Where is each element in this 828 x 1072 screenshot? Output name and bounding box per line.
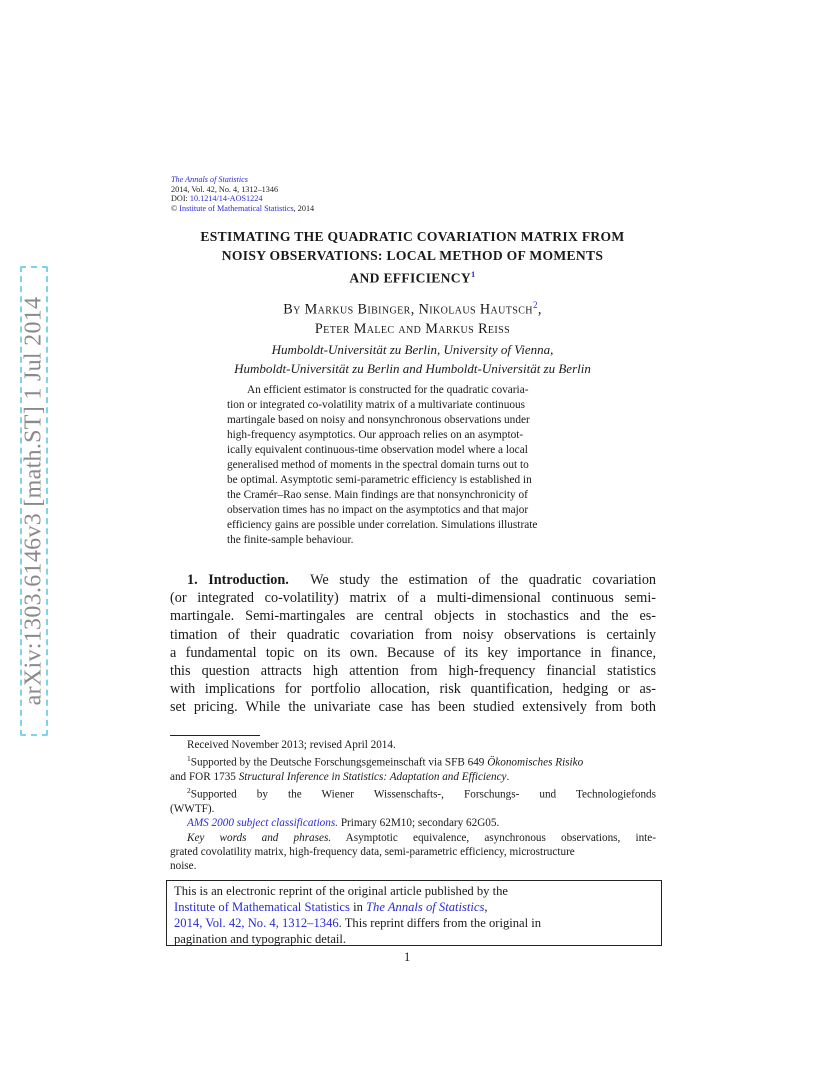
title-line-3: AND EFFICIENCY: [349, 270, 472, 286]
title-line-1: ESTIMATING THE QUADRATIC COVARIATION MATRIX FROM: [200, 229, 625, 244]
keywords-line-1: [170, 831, 656, 845]
abstract-line: ically equivalent continuous-time observation model where a local: [227, 444, 528, 456]
paper-title: [160, 228, 665, 288]
ams-classification-text: Primary 62M10; secondary 62G05.: [338, 817, 500, 830]
title-line-2: NOISY OBSERVATIONS: LOCAL METHOD OF MOMENTS: [221, 247, 604, 263]
footnote-1-italic-2: Structural Inference in Statistics: Adaptation and Efficiency: [238, 771, 507, 784]
copyright-year: , 2014: [293, 203, 315, 213]
intro-line: a fundamental topic on its own. Because of its key importance in finance,: [170, 644, 656, 661]
title-footnote-mark[interactable]: 1: [471, 269, 476, 280]
footnotes: [170, 738, 656, 873]
reprint-line-4: pagination and typographic detail.: [174, 932, 347, 946]
footnote-1-period: .: [506, 771, 510, 784]
abstract-line: tion or integrated co-volatility matrix of a multivariate continuous: [227, 399, 526, 411]
intro-line: with implications for portfolio allocation, risk quantification, hedging or as-: [170, 681, 656, 698]
abstract-line: observation times has no impact on the asymptotics and that major: [227, 504, 529, 516]
section-heading: 1. Introduction.: [187, 572, 289, 588]
intro-line: timation of their quadratic covariation from noisy observations is certainly: [170, 626, 656, 643]
reprint-comma: ,: [484, 900, 488, 914]
keywords-text: Asymptotic equivalence, asynchronous observations, inte-: [331, 831, 656, 844]
doi-link[interactable]: 10.1214/14-AOS1224: [189, 194, 263, 204]
affiliations: [160, 341, 665, 378]
reprint-in: in: [349, 900, 367, 914]
footnote-2-line-2: (WWTF).: [170, 803, 215, 816]
keywords-line-3: noise.: [170, 860, 197, 873]
reprint-line-3: [174, 915, 654, 931]
volume-line: 2014, Vol. 42, No. 4, 1312–1346: [171, 184, 279, 194]
authors-line-2: Peter Malec and Markus Reiss: [314, 321, 511, 338]
introduction-section: [170, 571, 656, 717]
intro-line: martingale. Semi-martingales are central objects in stochastics and the es-: [170, 608, 656, 625]
abstract-line: be optimal. Asymptotic semi-parametric efficiency is established in: [227, 474, 532, 486]
page-number: 1: [404, 950, 411, 964]
intro-line: (or integrated co-volatility) matrix of a multi-dimensional continuous semi-: [170, 590, 656, 607]
reprint-notice: [166, 880, 662, 946]
footnote-1-text: Supported by the Deutsche Forschungsgemeinschaft via SFB 649: [190, 756, 488, 769]
ams-classification-link[interactable]: AMS 2000 subject classifications.: [187, 817, 339, 830]
abstract-line: high-frequency asymptotics. Our approach relies on an asymptot-: [227, 429, 524, 441]
footnote-2-mark: 2: [187, 786, 191, 796]
affiliations-line-1: Humboldt-Universität zu Berlin, University of Vienna,: [271, 342, 554, 357]
reprint-line-3-text: . This reprint differs from the original in: [338, 916, 542, 930]
footnote-1-mark: 1: [187, 754, 191, 764]
abstract-line: An efficient estimator is constructed for the quadratic covaria-: [247, 384, 529, 396]
intro-line: this question attracts high attention from high-frequency financial statistics: [170, 663, 656, 680]
doi-label: DOI:: [171, 194, 190, 204]
abstract: [227, 383, 601, 548]
intro-line: set pricing. While the univariate case has been studied extensively from both: [170, 699, 656, 716]
received-note: Received November 2013; revised April 2014.: [187, 739, 396, 751]
reprint-line-1: This is an electronic reprint of the original article published by the: [174, 884, 508, 898]
footnote-1-italic: Ökonomisches Risiko: [487, 756, 584, 769]
footnote-1-line-2: [170, 770, 656, 784]
abstract-line: generalised method of moments in the spectral domain turns out to: [227, 459, 529, 471]
copyright-org-link[interactable]: Institute of Mathematical Statistics: [179, 203, 294, 213]
footnote-rule: [170, 735, 260, 736]
footnote-2-line-1: [170, 784, 656, 802]
abstract-line: martingale based on noisy and nonsynchronous observations under: [227, 414, 530, 426]
keywords-label: Key words and phrases.: [187, 831, 332, 844]
footnote-1-line-1: [170, 752, 656, 770]
keywords-line-2: grated covolatility matrix, high-frequency data, semi-parametric efficiency, microstructure: [170, 845, 575, 858]
abstract-line: the finite-sample behaviour.: [227, 534, 354, 546]
journal-name-link[interactable]: The Annals of Statistics: [171, 175, 248, 184]
authors-line-1: By Markus Bibinger, Nikolaus Hautsch: [283, 301, 533, 318]
arxiv-stamp[interactable]: [20, 266, 48, 736]
copyright-symbol: ©: [171, 203, 178, 213]
journal-header: [171, 175, 314, 213]
abstract-line: efficiency gains are possible under correlation. Simulations illustrate: [227, 519, 538, 531]
footnote-2-text: Supported by the Wiener Wissenschafts-, Forschungs- und Technologiefonds: [190, 789, 656, 802]
intro-first-line-text: We study the estimation of the quadratic covariation: [310, 572, 657, 588]
ims-link[interactable]: Institute of Mathematical Statistics: [174, 900, 350, 914]
affiliations-line-2: Humboldt-Universität zu Berlin and Humboldt-Universität zu Berlin: [234, 360, 591, 376]
footnote-1-text-2: and FOR 1735: [170, 771, 239, 784]
authors: [160, 296, 665, 340]
reprint-line-2: [174, 899, 654, 915]
ams-classification: [170, 816, 656, 830]
authors-line-1-comma: ,: [537, 301, 542, 318]
volume-link[interactable]: 2014, Vol. 42, No. 4, 1312–1346: [174, 916, 339, 930]
abstract-line: the Cramér–Rao sense. Main findings are that nonsynchronicity of: [227, 489, 528, 501]
intro-first-line: [170, 571, 656, 589]
journal-link[interactable]: The Annals of Statistics: [366, 900, 485, 914]
author-footnote-mark[interactable]: 2: [532, 300, 538, 310]
arxiv-stamp-text: arXiv:1303.6146v3 [math.ST] 1 Jul 2014: [20, 296, 47, 706]
